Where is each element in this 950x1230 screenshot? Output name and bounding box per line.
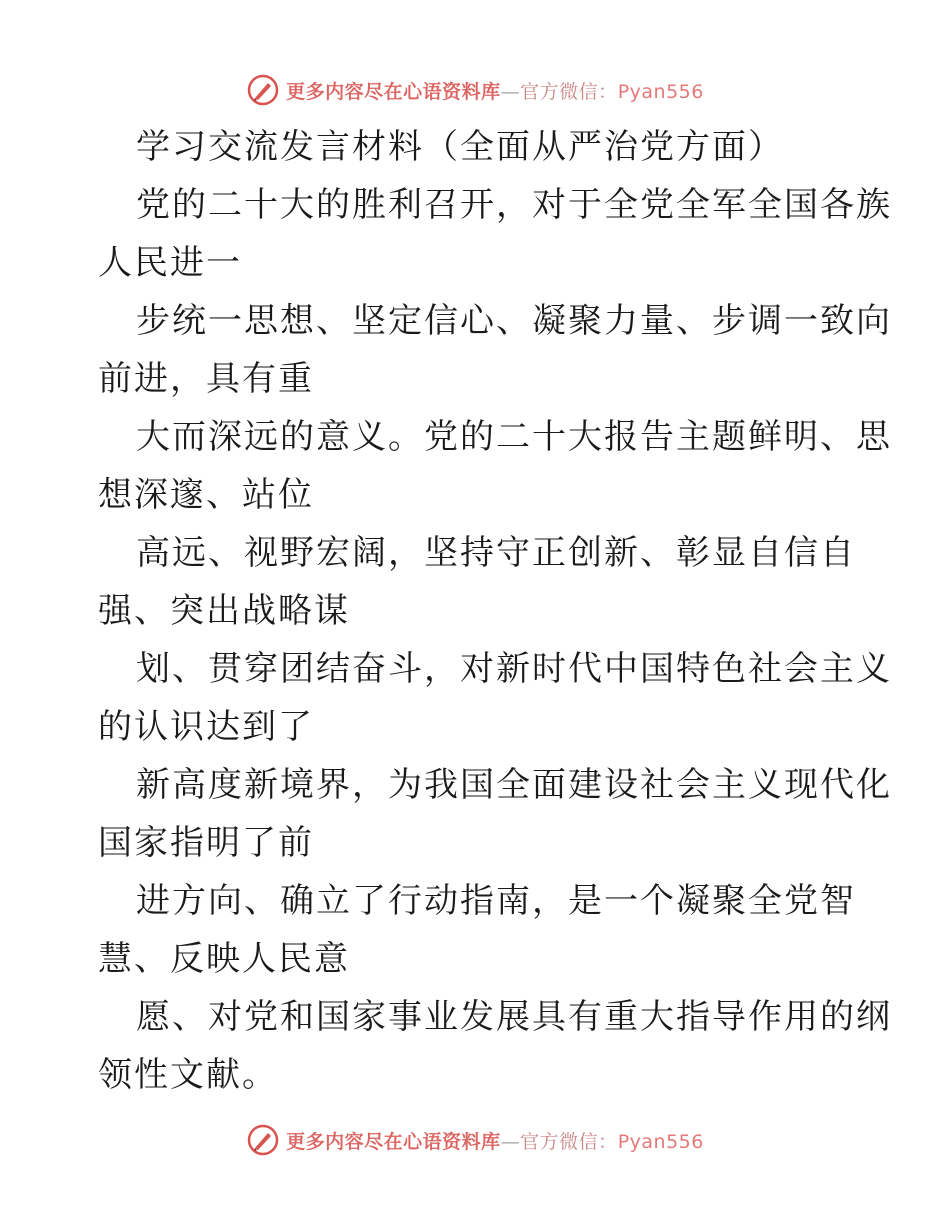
watermark-wechat-label: 官方微信： — [520, 1130, 618, 1153]
watermark-account: Pyan556 — [617, 1130, 704, 1153]
watermark-brand: 更多内容尽在心语资料库 — [286, 80, 501, 103]
paragraph-line: 新高度新境界，为我国全面建设社会主义现代化 — [136, 765, 892, 805]
watermark-account: Pyan556 — [617, 80, 704, 103]
paragraph-line: 愿、对党和国家事业发展具有重大指导作用的纲 — [136, 997, 892, 1037]
watermark-dash: — — [500, 80, 521, 103]
document-body — [98, 118, 892, 1104]
paragraph-line: 国家指明了前 — [98, 823, 314, 863]
watermark-wechat-label: 官方微信： — [520, 80, 618, 103]
paragraph-line: 党的二十大的胜利召开，对于全党全军全国各族 — [136, 185, 892, 225]
paragraph-line: 慧、反映人民意 — [98, 939, 350, 979]
paragraph-line: 大而深远的意义。党的二十大报告主题鲜明、思 — [136, 417, 892, 457]
paragraph-line: 强、突出战略谋 — [98, 591, 350, 631]
paragraph-line: 想深邃、站位 — [98, 475, 314, 515]
paragraph-line: 人民进一 — [98, 243, 242, 283]
footer-watermark — [0, 1120, 950, 1160]
header-watermark — [0, 70, 950, 110]
paragraph-line: 前进，具有重 — [98, 359, 314, 399]
paragraph-line: 进方向、确立了行动指南，是一个凝聚全党智 — [136, 881, 856, 921]
pen-logo-icon — [246, 1123, 280, 1157]
document-title: 学习交流发言材料（全面从严治党方面） — [136, 127, 784, 167]
paragraph-line: 步统一思想、坚定信心、凝聚力量、步调一致向 — [136, 301, 892, 341]
paragraph-line: 划、贯穿团结奋斗，对新时代中国特色社会主义 — [136, 649, 892, 689]
pen-logo-icon — [246, 73, 280, 107]
watermark-brand: 更多内容尽在心语资料库 — [286, 1130, 501, 1153]
paragraph-line: 的认识达到了 — [98, 707, 314, 747]
watermark-dash: — — [500, 1130, 521, 1153]
paragraph-line: 高远、视野宏阔，坚持守正创新、彰显自信自 — [136, 533, 856, 573]
paragraph-line: 领性文献。 — [98, 1055, 278, 1095]
